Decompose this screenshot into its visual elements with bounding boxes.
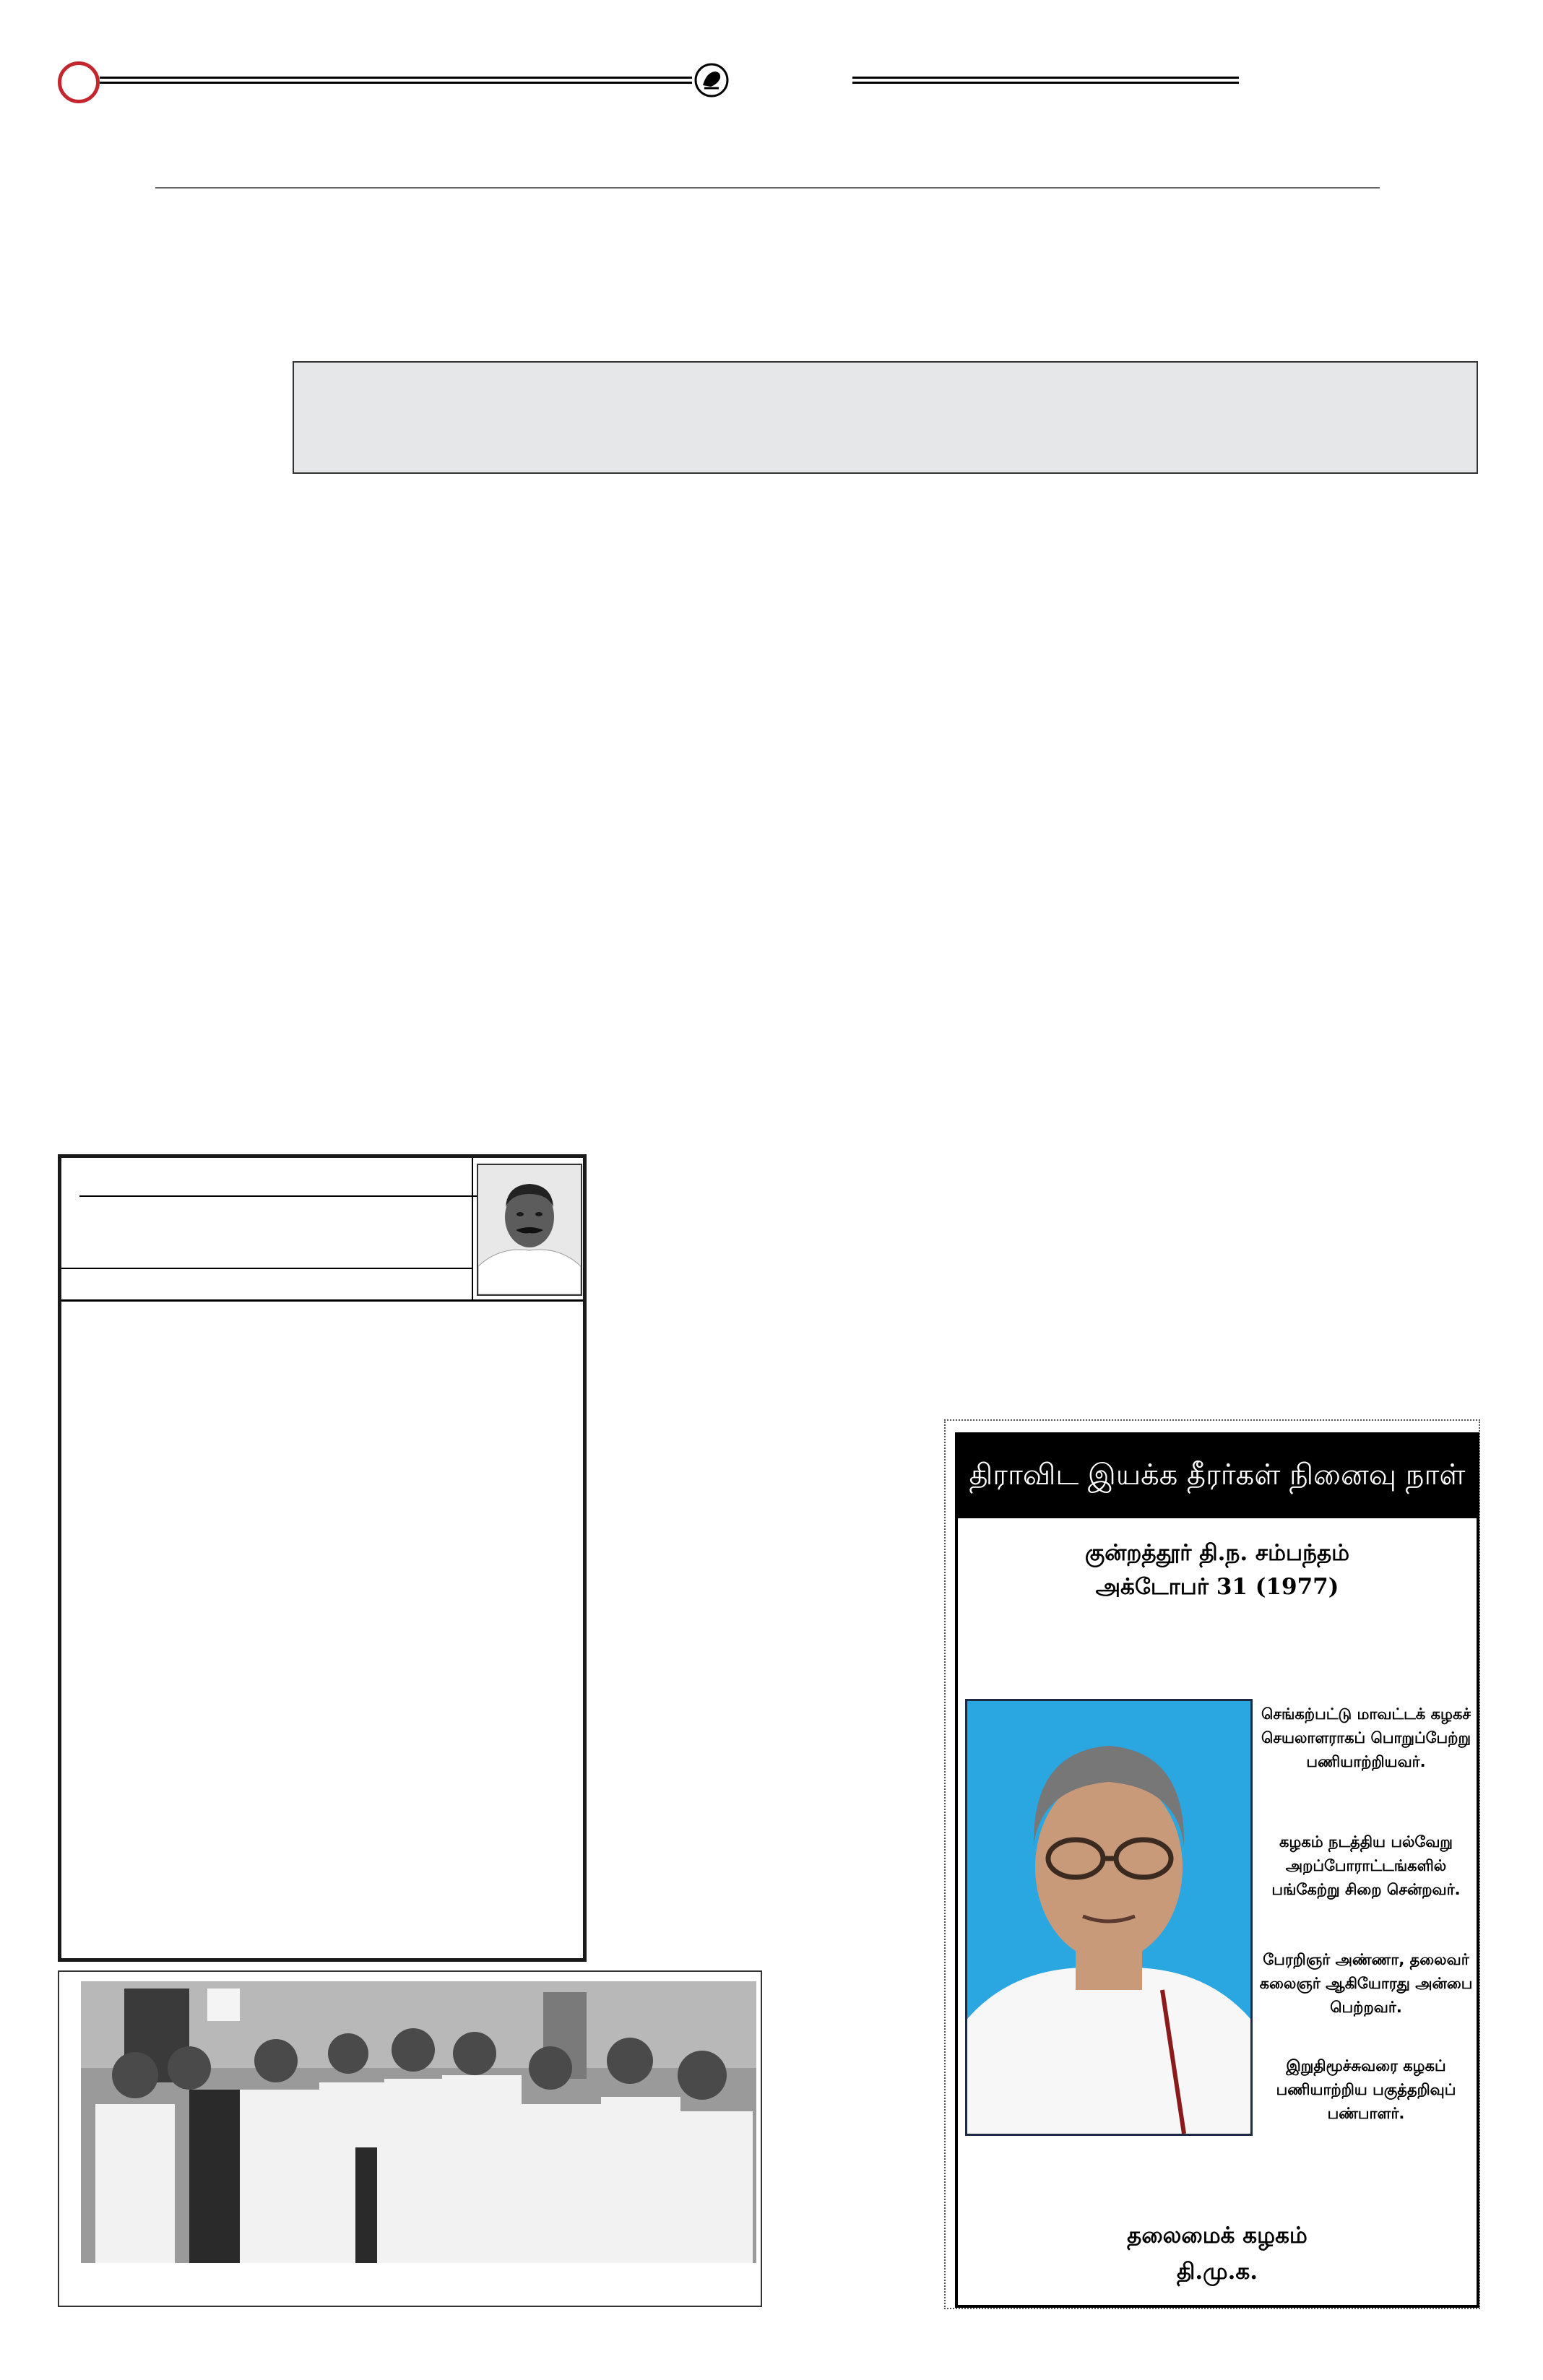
- header-divider: [155, 187, 1380, 189]
- memorial-paragraph: கழகம் நடத்திய பல்வேறு அறப்போராட்டங்களில் பங்கேற்று சிறை சென்றவர்.: [1271, 1833, 1461, 1898]
- profile-header-rule: [61, 1299, 583, 1302]
- highlight-strip: [293, 361, 1478, 474]
- memorial-footer-org: தலைமைக் கழகம்: [1127, 2223, 1308, 2249]
- page-number-marker: [58, 61, 100, 103]
- group-photo: [81, 1981, 756, 2263]
- memorial-date: அக்டோபர் 31 (1977): [1095, 1574, 1339, 1600]
- profile-title-rule: [79, 1195, 493, 1197]
- memorial-name: குன்றத்தூர் தி.ந. சம்பந்தம்: [1084, 1540, 1350, 1566]
- memorial-header: திராவிட இயக்க தீரர்கள் நினைவு நாள்: [958, 1435, 1477, 1518]
- memorial-footer-party: தி.மு.க.: [1176, 2259, 1258, 2285]
- memorial-portrait: [965, 1699, 1253, 2136]
- memorial-notice: [955, 1432, 1479, 2308]
- group-photo-frame: [58, 1970, 762, 2307]
- profile-divider: [61, 1268, 473, 1269]
- memorial-paragraph: இறுதிமூச்சுவரை கழகப் பணியாற்றிய பகுத்தறிவுப் பண்பாளர்.: [1276, 2057, 1456, 2122]
- profile-photo: [477, 1164, 582, 1296]
- profile-article-box: [58, 1154, 587, 1962]
- memorial-paragraph: பேரறிஞர் அண்ணா, தலைவர் கலைஞர் ஆகியோரது அன்பை பெற்றவர்.: [1259, 1951, 1473, 2016]
- profile-photo-divider: [472, 1158, 473, 1299]
- masthead-rule-left: [100, 77, 692, 84]
- masthead-rule-right: [852, 77, 1239, 84]
- memorial-paragraph: செங்கற்பட்டு மாவட்டக் கழகச் செயலாளராகப் பொறுப்பேற்று பணியாற்றியவர்.: [1261, 1705, 1471, 1770]
- rising-sun-icon: [693, 62, 730, 98]
